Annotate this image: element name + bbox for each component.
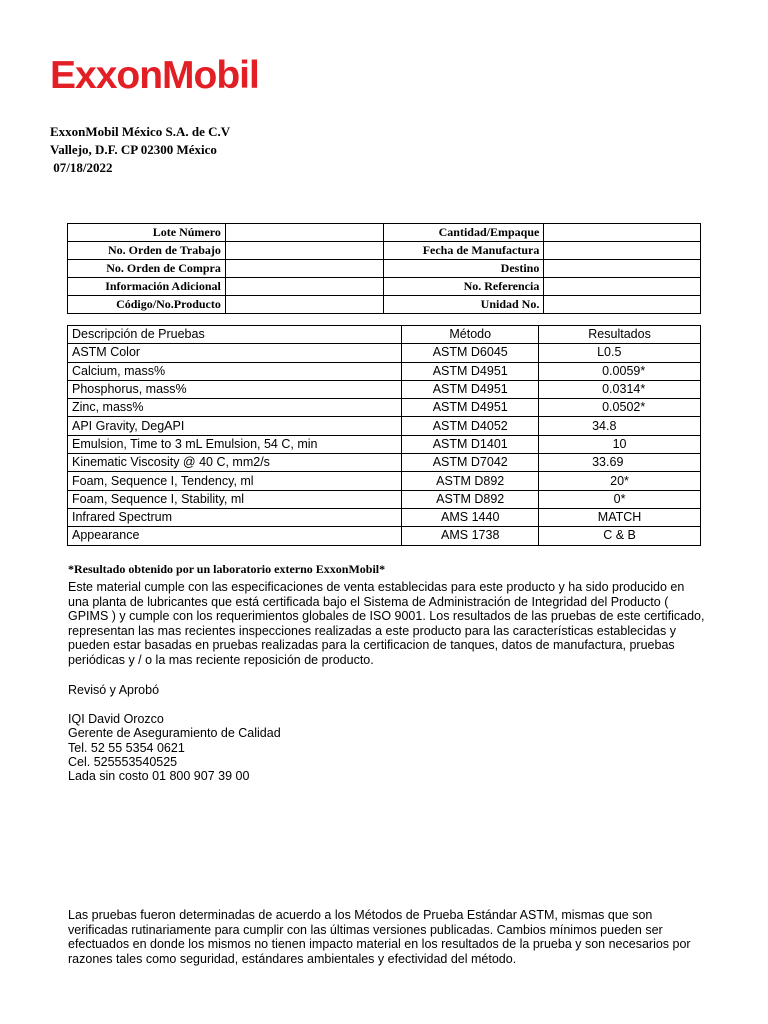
test-row [68, 527, 701, 545]
info-left-value [225, 278, 384, 296]
info-left-label: No. Orden de Trabajo [68, 242, 226, 260]
test-method: ASTM D4951 [402, 380, 539, 398]
methods-statement: Las pruebas fueron determinadas de acuerdo a los Métodos de Prueba Estándar ASTM, mismas que son verificadas rutinariamente para cumplir con las últimas versiones publicadas. Cambios mínimos pueden ser efectuados en donde los mismos no tienen impacto material en los resultados de la prueba y son necesarios por razones tales como seguridad, estándares ambientales y efectividad del método. [68, 908, 691, 966]
info-left-value [225, 296, 384, 314]
external-lab-footnote: *Resultado obtenido por un laboratorio externo ExxonMobil* [68, 562, 386, 576]
info-right-value [544, 278, 701, 296]
test-method: ASTM D1401 [402, 435, 539, 453]
test-row [68, 454, 701, 472]
test-row [68, 508, 701, 526]
test-row [68, 490, 701, 508]
document-date: 07/18/2022 [50, 160, 113, 175]
test-result: MATCH [539, 508, 701, 526]
test-method: ASTM D4951 [402, 399, 539, 417]
info-right-label: Fecha de Manufactura [384, 242, 544, 260]
test-description: Infrared Spectrum [68, 508, 402, 526]
info-right-label: Unidad No. [384, 296, 544, 314]
test-result: 0.0502* [539, 399, 701, 417]
info-row [68, 296, 701, 314]
info-row [68, 224, 701, 242]
test-method: ASTM D7042 [402, 454, 539, 472]
exxonmobil-logo: ExxonMobil [50, 54, 259, 97]
info-left-label: Código/No.Producto [68, 296, 226, 314]
info-right-value [544, 260, 701, 278]
info-right-value [544, 296, 701, 314]
approval-label: Revisó y Aprobó [68, 683, 160, 697]
info-right-value [544, 224, 701, 242]
test-method: ASTM D4951 [402, 362, 539, 380]
test-description: Foam, Sequence I, Tendency, ml [68, 472, 402, 490]
company-header [50, 123, 230, 177]
signatory-tel: Tel. 52 55 5354 0621 [68, 740, 185, 755]
test-method: ASTM D892 [402, 490, 539, 508]
test-description: ASTM Color [68, 344, 402, 362]
batch-info-table [67, 223, 701, 314]
test-method: ASTM D892 [402, 472, 539, 490]
header-result: Resultados [539, 326, 701, 344]
company-name: ExxonMobil México S.A. de C.V [50, 124, 231, 139]
test-description: Zinc, mass% [68, 399, 402, 417]
test-method: AMS 1440 [402, 508, 539, 526]
test-description: Phosphorus, mass% [68, 380, 402, 398]
info-right-label: Destino [384, 260, 544, 278]
test-method: ASTM D6045 [402, 344, 539, 362]
test-method: ASTM D4052 [402, 417, 539, 435]
info-right-value [544, 242, 701, 260]
info-row [68, 278, 701, 296]
info-left-label: No. Orden de Compra [68, 260, 226, 278]
test-row [68, 362, 701, 380]
info-right-label: Cantidad/Empaque [384, 224, 544, 242]
signatory-block [68, 712, 708, 783]
test-result: 0.0059* [539, 362, 701, 380]
test-result: 34.8 [539, 417, 701, 435]
info-left-value [225, 242, 384, 260]
info-left-label: Información Adicional [68, 278, 226, 296]
test-row [68, 472, 701, 490]
test-header-row [68, 326, 701, 344]
info-right-label: No. Referencia [384, 278, 544, 296]
test-description: Kinematic Viscosity @ 40 C, mm2/s [68, 454, 402, 472]
info-row [68, 242, 701, 260]
test-result: 20* [539, 472, 701, 490]
test-row [68, 380, 701, 398]
info-left-label: Lote Número [68, 224, 226, 242]
test-description: Foam, Sequence I, Stability, ml [68, 490, 402, 508]
signatory-name: IQI David Orozco [68, 712, 164, 726]
header-description: Descripción de Pruebas [68, 326, 402, 344]
test-row [68, 344, 701, 362]
test-description: Emulsion, Time to 3 mL Emulsion, 54 C, min [68, 435, 402, 453]
compliance-statement: Este material cumple con las especificaciones de venta establecidas para este producto y ha sido producido en una planta de lubricantes que está certificada bajo el Sistema de Administración de Integridad del Producto ( GPIMS ) y cumple con los requerimientos globales de ISO 9001. Los resultados de las pruebas de este certificado, representan las mas recientes inspecciones realizadas a este producto para las características establecidas y pueden estar basadas en pruebas realizadas para la certificacion de tanques, datos de manufactura, pruebas periódicas y / o la mas reciente reposición de producto. [68, 580, 705, 667]
test-result: L0.5 [539, 344, 701, 362]
company-address: Vallejo, D.F. CP 02300 México [50, 142, 217, 157]
test-description: API Gravity, DegAPI [68, 417, 402, 435]
test-row [68, 435, 701, 453]
test-result: 0* [539, 490, 701, 508]
test-method: AMS 1738 [402, 527, 539, 545]
test-result: 10 [539, 435, 701, 453]
signatory-cel: Cel. 525553540525 [68, 754, 178, 769]
test-description: Appearance [68, 527, 402, 545]
test-result: C & B [539, 527, 701, 545]
test-row [68, 417, 701, 435]
test-result: 33.69 [539, 454, 701, 472]
info-left-value [225, 224, 384, 242]
test-description: Calcium, mass% [68, 362, 402, 380]
signatory-toll-free: Lada sin costo 01 800 907 39 00 [68, 769, 250, 784]
header-method: Método [402, 326, 539, 344]
info-row [68, 260, 701, 278]
test-result: 0.0314* [539, 380, 701, 398]
info-left-value [225, 260, 384, 278]
test-row [68, 399, 701, 417]
test-results-table [67, 325, 701, 546]
signatory-title: Gerente de Aseguramiento de Calidad [68, 726, 281, 741]
